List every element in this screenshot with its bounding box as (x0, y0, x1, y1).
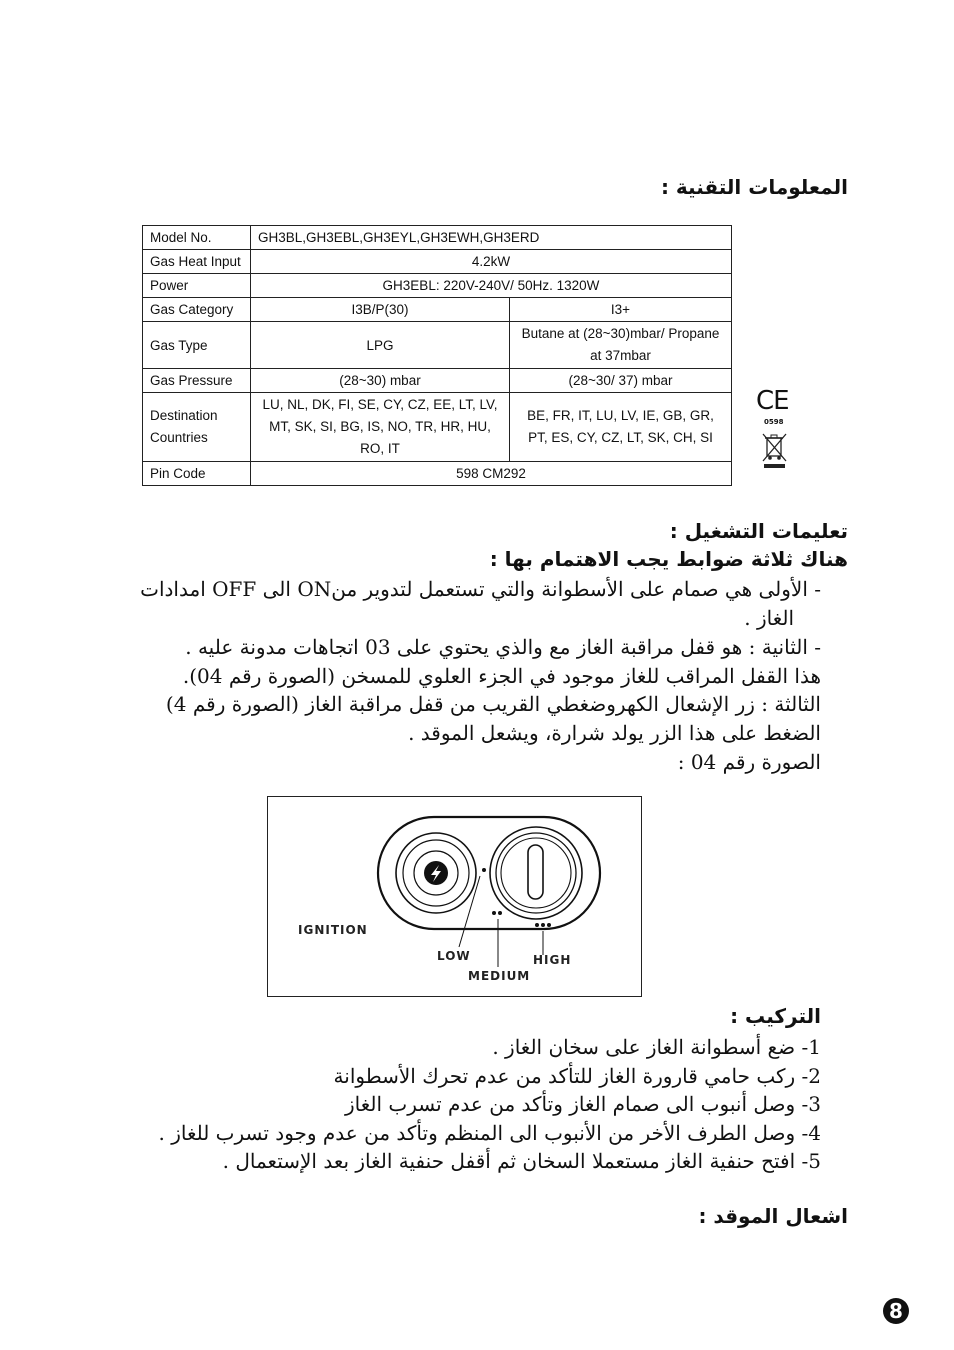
medium-label: MEDIUM (468, 969, 531, 983)
technical-info-title: المعلومات التقنية : (660, 175, 848, 199)
install-title: التركيب : (730, 1004, 821, 1028)
install-step-4: 4- وصل الطرف الأخر من الأنبوب الى المنظم وتأكد من عدم وجود تسرب للغاز . (158, 1121, 821, 1145)
heat-input-value: 4.2kW (251, 250, 732, 274)
page-number-badge: 8 (883, 1298, 909, 1324)
destination-label (143, 393, 251, 462)
operation-title: تعليمات التشغيل : (669, 519, 848, 543)
power-value: GH3EBL: 220V-240V/ 50Hz. 1320W (251, 274, 732, 298)
pin-code-value: 598 CM292 (251, 462, 732, 486)
operation-line-6: الضغط على هذا الزر يولد شرارة، ويشعل الموقد . (408, 721, 821, 745)
gas-type-label: Gas Type (143, 322, 251, 369)
control-panel-diagram (267, 796, 642, 997)
operation-line-7: الصورة رقم 04 : (677, 750, 821, 774)
gas-pressure-label: Gas Pressure (143, 369, 251, 393)
operation-line-4: هذا القفل المراقب للغاز موجود في الجزء العلوي للمسخن (الصورة رقم 04). (182, 664, 821, 688)
model-value: GH3BL,GH3EBL,GH3EYL,GH3EWH,GH3ERD (251, 226, 732, 250)
operation-line-3: - الثانية : هو قفل مراقبة الغاز مع والذي يحتوي على 03 اتجاهات مدونة عليه . (185, 635, 821, 659)
crossed-bin-icon (761, 432, 789, 470)
gas-control-knob-icon (490, 827, 582, 919)
destination-col1 (251, 393, 510, 462)
operation-line-2: الغاز . (744, 606, 794, 630)
gas-type-col1: LPG (251, 322, 510, 369)
model-label: Model No. (143, 226, 251, 250)
gas-type-col2-line1: Butane at (28~30)mbar/ Propane (521, 326, 720, 341)
gas-pressure-col2: (28~30/ 37) mbar (510, 369, 732, 393)
high-label: HIGH (533, 953, 572, 967)
spec-table (142, 225, 732, 486)
pin-code-label: Pin Code (143, 462, 251, 486)
high-dot-icon (535, 923, 539, 927)
gas-pressure-col1: (28~30) mbar (251, 369, 510, 393)
low-dot-icon (482, 868, 486, 872)
destination-col2-line2: PT, ES, CY, CZ, LT, SK, CH, SI (528, 430, 713, 445)
install-step-5: 5- افتح حنفية الغاز مستعملا السخان ثم أقفل حنفية الغاز بعد الإستعمال . (222, 1149, 821, 1173)
ignition-label: IGNITION (298, 923, 368, 937)
destination-col1-line3: RO, IT (360, 441, 400, 456)
install-step-2: 2- ركب حامي قارورة الغاز للتأكد من عدم تحرك الأسطوانة (333, 1064, 821, 1088)
destination-col2-line1: BE, FR, IT, LU, LV, IE, GB, GR, (527, 408, 714, 423)
operation-line-5: الثالثة : زر الإشعال الكهروضغطي القريب من قفل مراقبة الغاز (الصورة رقم 4) (165, 692, 821, 716)
destination-label-line1: Destination (150, 408, 218, 423)
destination-col2 (510, 393, 732, 462)
control-panel-drawing (268, 797, 641, 996)
power-label: Power (143, 274, 251, 298)
heat-input-label: Gas Heat Input (143, 250, 251, 274)
destination-col1-line2: MT, SK, SI, BG, IS, NO, TR, HR, HU, (269, 419, 491, 434)
low-label: LOW (437, 949, 471, 963)
install-step-3: 3- وصل أنبوب الى صمام الغاز وتأكد من عدم تسرب الغاز (345, 1092, 821, 1116)
ce-number: 0598 (764, 418, 784, 426)
medium-dot-icon (492, 911, 496, 915)
operation-line-1: - الأولى هي صمام على الأسطوانة والتي تستعمل لتدوير منON الى OFF امدادات (140, 577, 821, 601)
destination-label-line2: Countries (150, 430, 208, 445)
gas-category-label: Gas Category (143, 298, 251, 322)
ce-mark: CE (756, 386, 789, 416)
gas-type-col2 (510, 322, 732, 369)
operation-subtitle: هناك ثلاثة ضوابط يجب الاهتمام بها : (489, 547, 848, 571)
gas-type-col2-line2: at 37mbar (590, 348, 651, 363)
ignite-title: اشعال الموقد : (698, 1204, 848, 1228)
destination-col1-line1: LU, NL, DK, FI, SE, CY, CZ, EE, LT, LV, (262, 397, 498, 412)
gas-category-col2: I3+ (510, 298, 732, 322)
ignition-button-icon (396, 833, 476, 913)
install-step-1: 1- ضع أسطوانة الغاز على سخان الغاز . (492, 1035, 821, 1059)
gas-category-col1: I3B/P(30) (251, 298, 510, 322)
